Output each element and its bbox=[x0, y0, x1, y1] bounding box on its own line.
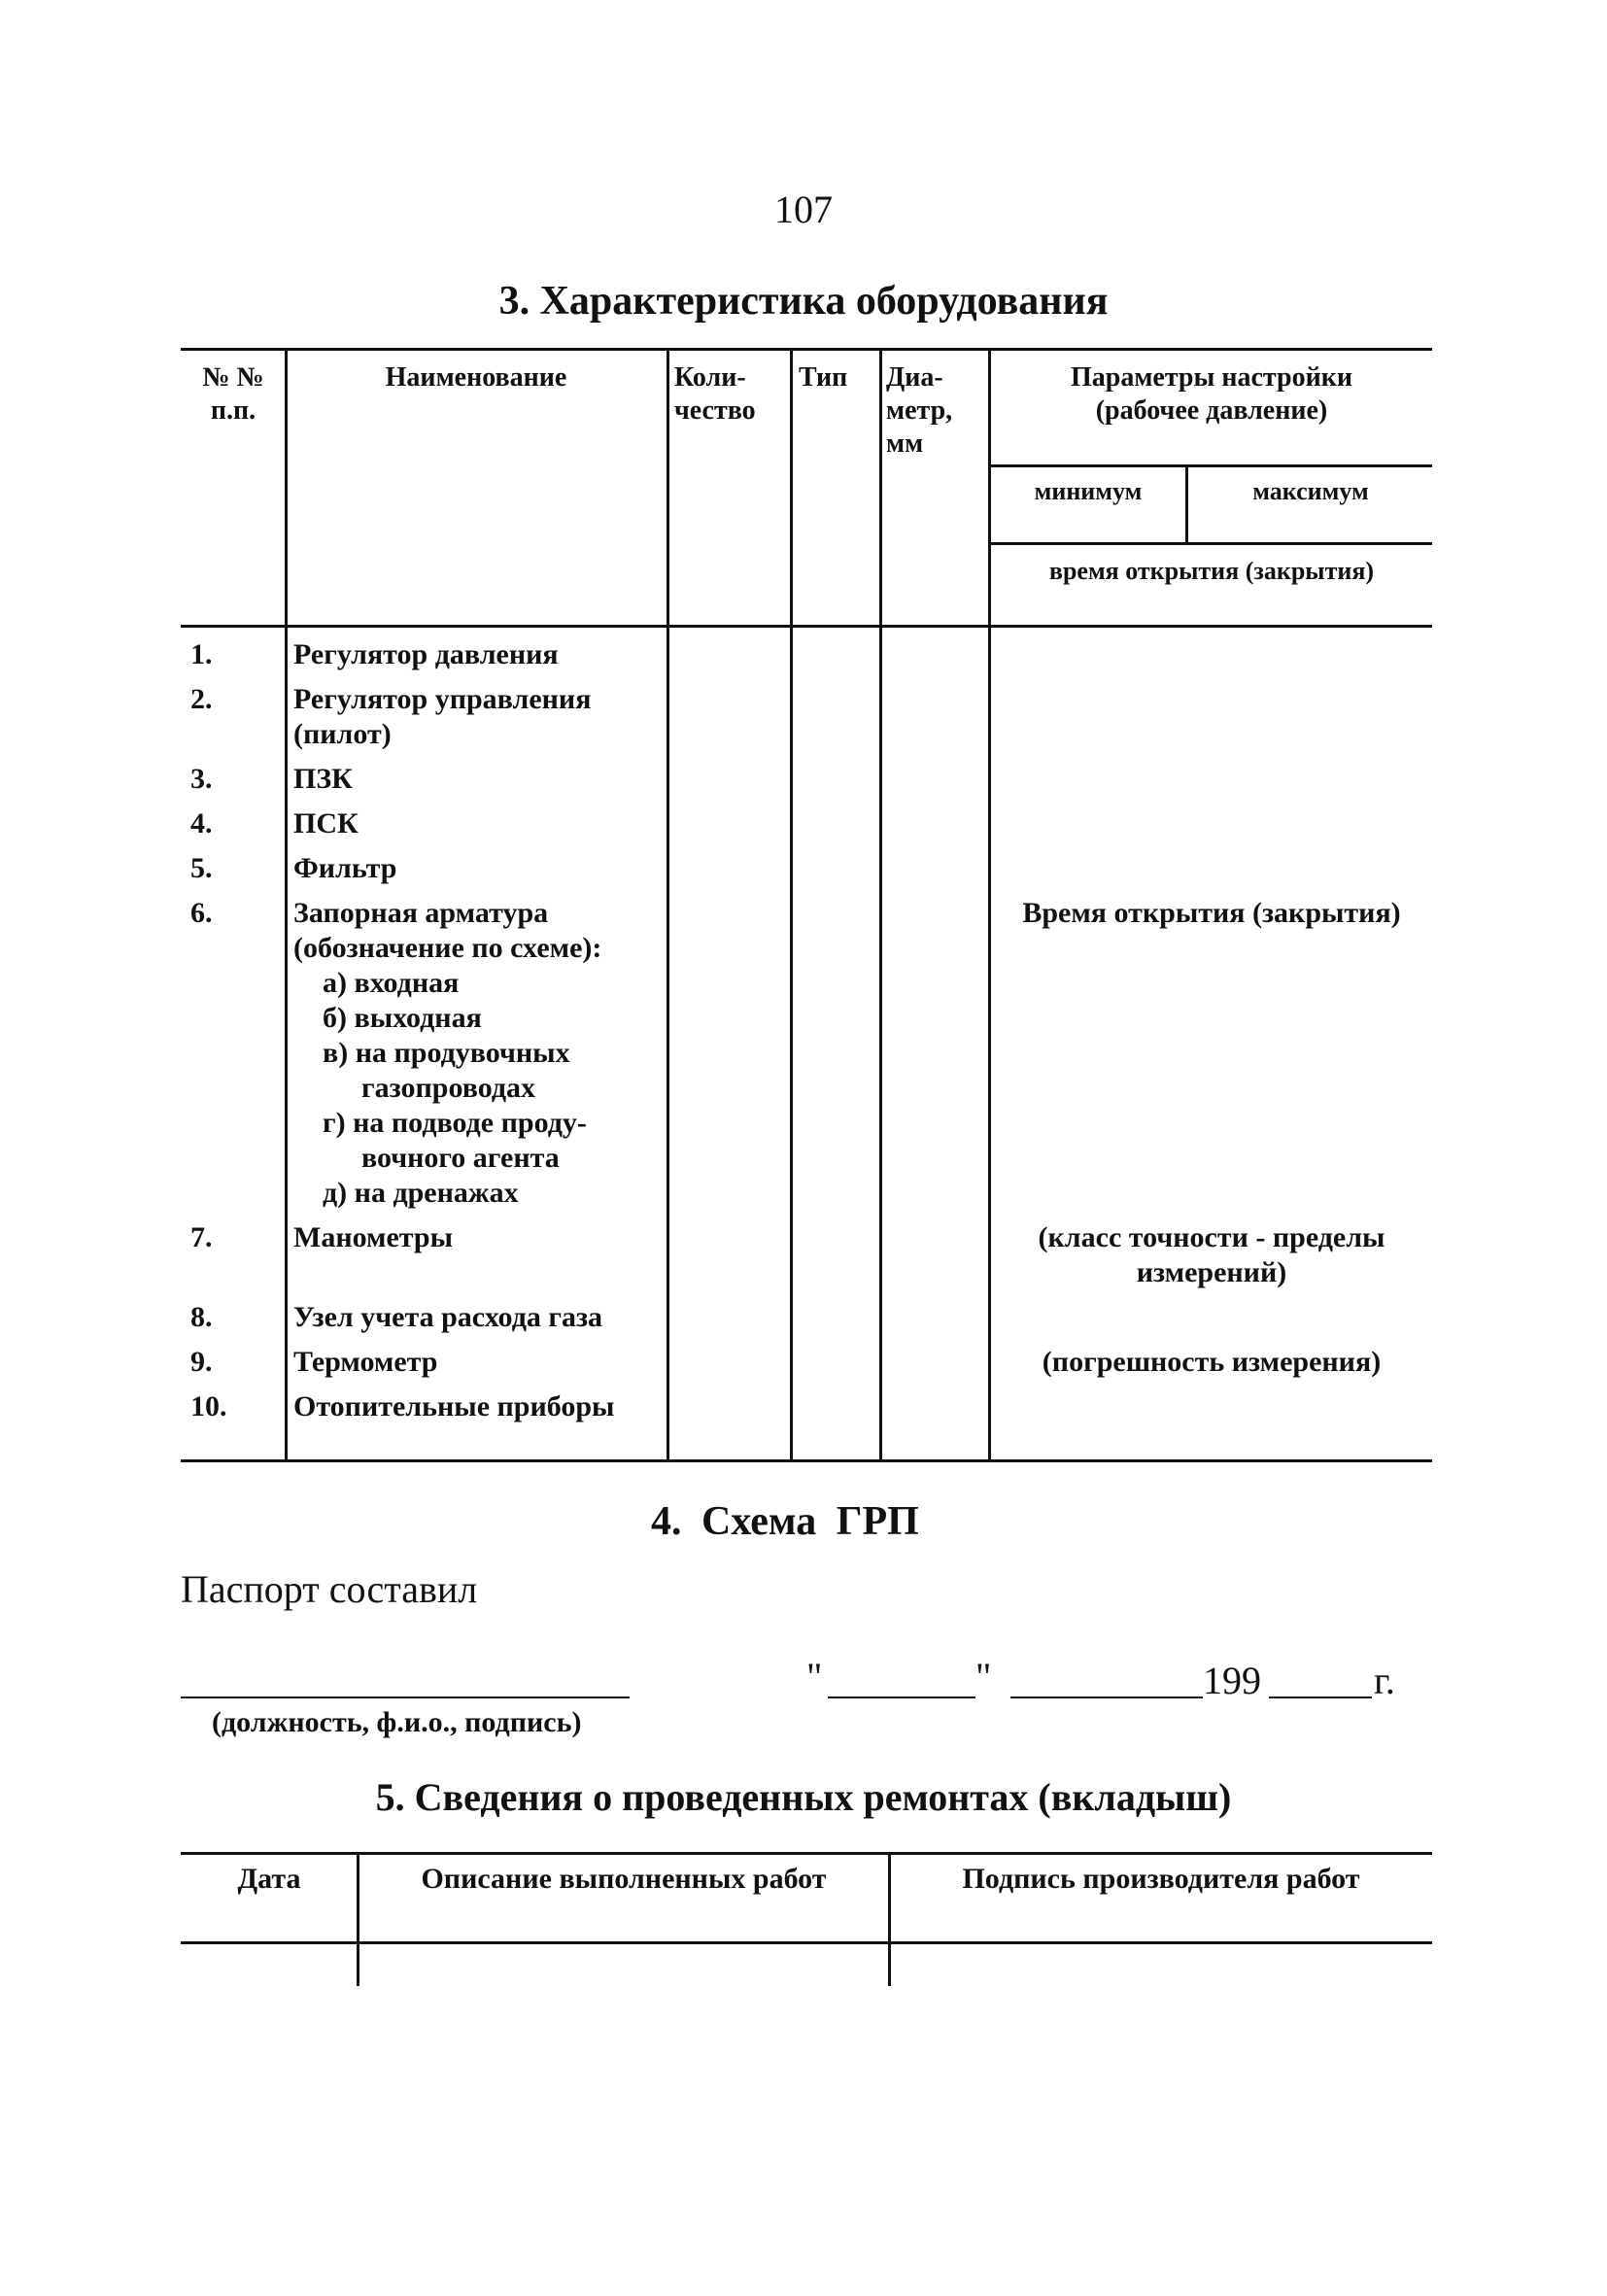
header-open-time: время открытия (закрытия) bbox=[1048, 557, 1375, 585]
signature-caption: (должность, ф.и.о., подпись) bbox=[212, 1706, 582, 1738]
col-rule-1 bbox=[285, 350, 288, 1459]
row-param: (класс точности - пределы измерений) bbox=[1038, 1221, 1385, 1288]
row-num: 10. bbox=[190, 1390, 227, 1422]
repairs-header-description: Описание выполненных работ bbox=[421, 1863, 827, 1895]
date-year-line bbox=[1269, 1696, 1372, 1698]
header-num: № № п.п. bbox=[202, 362, 264, 426]
table-bottom-rule bbox=[181, 1459, 1432, 1462]
row-name: Манометры bbox=[293, 1221, 453, 1253]
row-name: Отопительные приборы bbox=[293, 1390, 615, 1422]
row-num: 1. bbox=[190, 638, 213, 670]
section-5-title: 5. Сведения о проведенных ремонтах (вкладыш) bbox=[375, 1775, 1232, 1819]
repairs-header-signature: Подпись производителя работ bbox=[962, 1863, 1360, 1895]
repairs-header-rule bbox=[181, 1941, 1432, 1944]
row-name: Фильтр bbox=[293, 852, 397, 884]
year-prefix: 199 bbox=[1203, 1659, 1261, 1702]
date-quote-open: " bbox=[806, 1655, 823, 1698]
header-bottom-rule bbox=[181, 625, 1432, 628]
header-qty: Коли- чество bbox=[674, 362, 756, 426]
row-num: 8. bbox=[190, 1301, 213, 1333]
row-num: 6. bbox=[190, 897, 213, 929]
row-num: 7. bbox=[190, 1221, 213, 1253]
row-num: 2. bbox=[190, 683, 213, 715]
section-3-title: 3. Характеристика оборудования bbox=[498, 279, 1109, 324]
row-name: Термометр bbox=[293, 1346, 438, 1378]
row-name: Регулятор управления (пилот) bbox=[293, 683, 592, 750]
col-rule-3 bbox=[790, 350, 793, 1459]
row-name: Узел учета расхода газа bbox=[293, 1301, 603, 1333]
minmax-divider bbox=[1185, 466, 1188, 542]
header-maximum: максимум bbox=[1252, 477, 1369, 505]
header-minimum: минимум bbox=[1034, 477, 1143, 505]
header-type: Тип bbox=[799, 362, 848, 393]
date-quote-close: " bbox=[975, 1655, 992, 1698]
params-sub-rule bbox=[989, 464, 1432, 467]
repairs-top-rule bbox=[181, 1852, 1432, 1855]
header-name: Наименование bbox=[385, 362, 567, 393]
table-top-rule bbox=[181, 348, 1432, 351]
year-suffix: г. bbox=[1374, 1659, 1395, 1702]
row-num: 5. bbox=[190, 852, 213, 884]
row-param: Время открытия (закрытия) bbox=[1022, 897, 1401, 929]
col-rule-4 bbox=[879, 350, 882, 1459]
repairs-col-rule-1 bbox=[357, 1854, 359, 1986]
repairs-col-rule-2 bbox=[888, 1854, 891, 1986]
date-month-line bbox=[1010, 1696, 1203, 1698]
date-day-line bbox=[828, 1696, 975, 1698]
row-num: 3. bbox=[190, 763, 213, 795]
col-rule-5 bbox=[988, 350, 991, 1459]
header-diameter: Диа- метр, мм bbox=[886, 362, 953, 459]
repairs-header-date: Дата bbox=[237, 1863, 301, 1895]
section-4-title: 4. Схема ГРП bbox=[651, 1499, 919, 1544]
row-name: Регулятор давления bbox=[293, 638, 559, 670]
signature-line bbox=[181, 1696, 630, 1698]
row-name: ПСК bbox=[293, 807, 359, 840]
row-param: (погрешность измерения) bbox=[1042, 1346, 1382, 1378]
row-num: 9. bbox=[190, 1346, 213, 1378]
header-params: Параметры настройки (рабочее давление) bbox=[1070, 362, 1352, 426]
minmax-bottom-rule bbox=[989, 542, 1432, 545]
row-name: ПЗК bbox=[293, 763, 353, 795]
row-num: 4. bbox=[190, 807, 213, 840]
col-rule-2 bbox=[667, 350, 669, 1459]
page-number: 107 bbox=[774, 188, 833, 231]
passport-label: Паспорт составил bbox=[181, 1567, 478, 1611]
row-name: Запорная арматура (обозначение по схеме): а) входная б) выходная в) на продувочных газопроводах г) на подводе проду- вочного агента д) на дренажах bbox=[293, 897, 602, 1209]
